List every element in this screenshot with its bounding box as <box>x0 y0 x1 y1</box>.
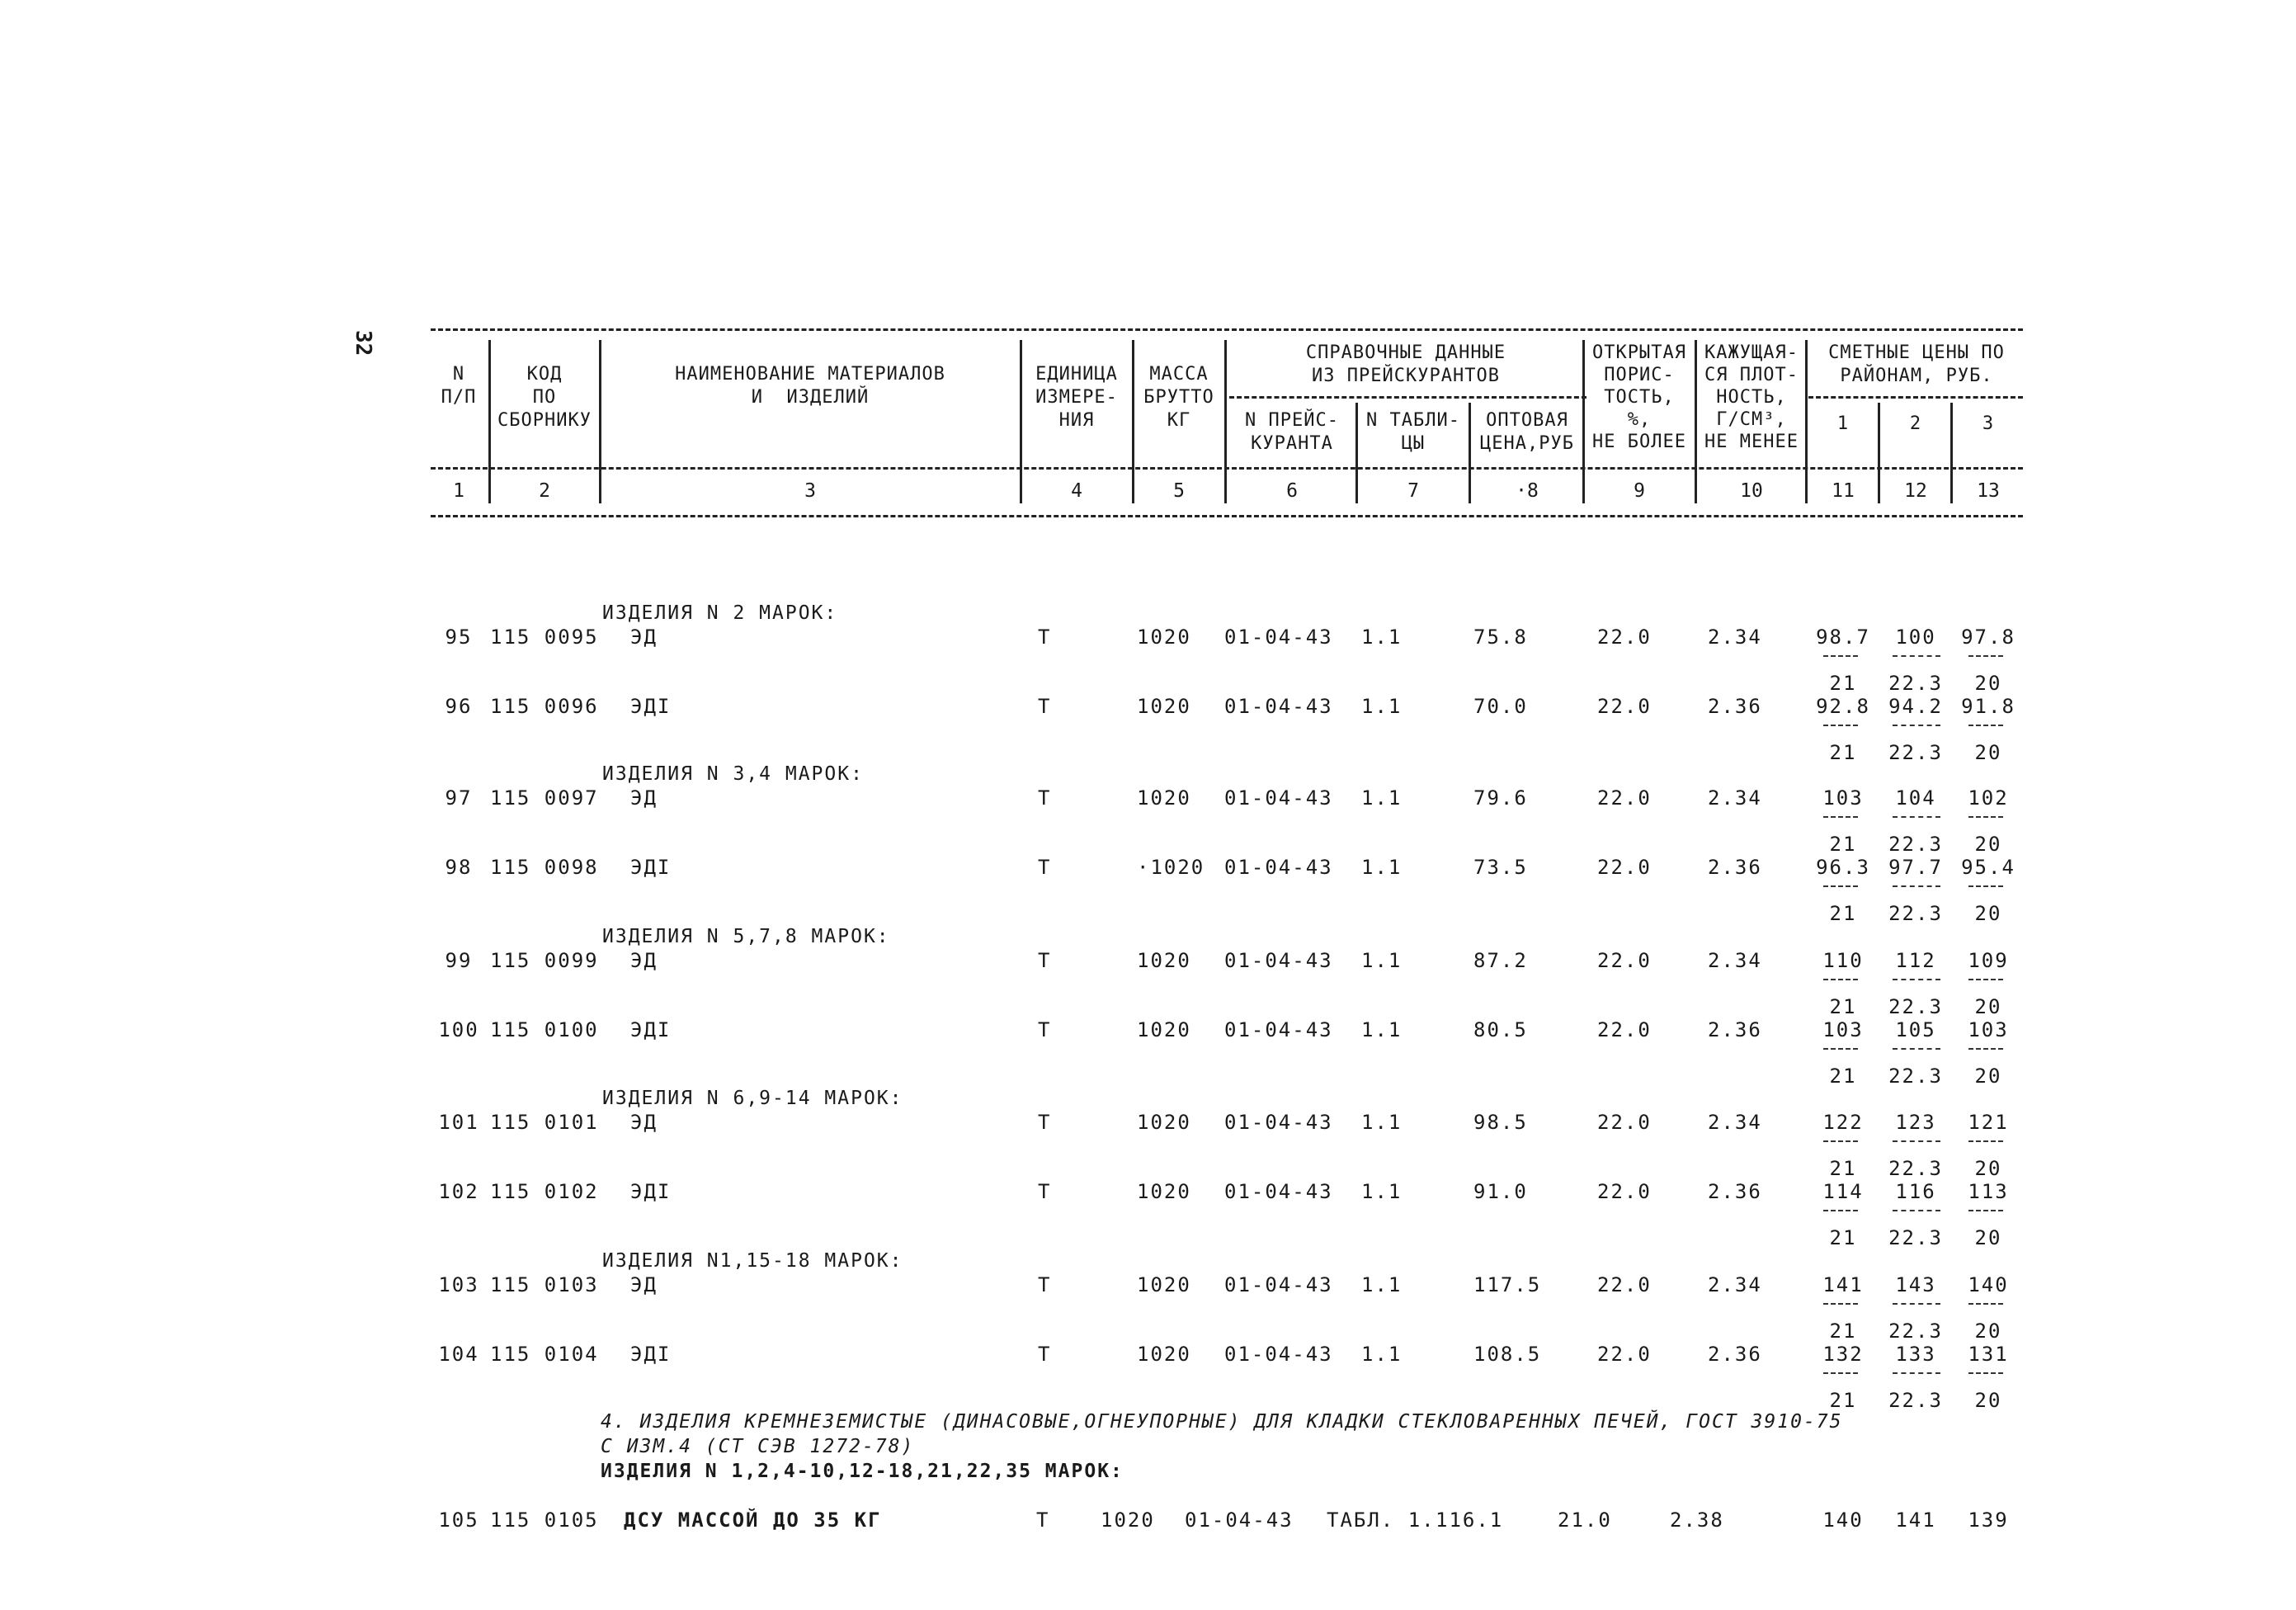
row-99-name: ЭД <box>630 949 658 972</box>
row-99-code: 115 0099 <box>490 949 599 972</box>
col-number: 5 <box>1173 480 1185 502</box>
col-number: 9 <box>1634 480 1645 502</box>
header-price-group: СМЕТНЫЕ ЦЕНЫ ПО РАЙОНАМ, РУБ. <box>1828 342 2005 386</box>
header-sep <box>1132 340 1134 503</box>
fraction-line <box>1968 1048 2003 1050</box>
row-95-code: 115 0095 <box>490 626 599 649</box>
row-98-p1: 96.3 <box>1816 856 1870 879</box>
row-97-p1: 103 <box>1822 786 1864 810</box>
page-number: 32 <box>351 330 375 356</box>
fraction-line <box>1823 725 1858 726</box>
header-col-12: 2 <box>1909 413 1922 434</box>
row-96-p2: 94.2 <box>1888 695 1943 718</box>
row-103-price_list: 01-04-43 <box>1224 1273 1333 1296</box>
row-103-porosity: 22.0 <box>1597 1273 1652 1296</box>
row-103-unit: Т <box>1038 1273 1052 1296</box>
row-100-code: 115 0100 <box>490 1018 599 1041</box>
fraction-line <box>1823 979 1858 980</box>
row-100-density: 2.36 <box>1708 1018 1762 1041</box>
row-98-k1: 21 <box>1829 902 1857 925</box>
row-104-density: 2.36 <box>1708 1343 1762 1366</box>
fraction-line <box>1893 1303 1940 1305</box>
row-98-code: 115 0098 <box>490 856 599 879</box>
row-98-unit: Т <box>1038 856 1052 879</box>
fraction-line <box>1968 1372 2003 1374</box>
header-sep <box>1878 403 1880 503</box>
row-103-n: 103 <box>438 1273 479 1296</box>
row-102-k3: 20 <box>1974 1226 2002 1249</box>
row-105-p3: 139 <box>1968 1508 2009 1532</box>
row-97-p2: 104 <box>1895 786 1936 810</box>
row-99-k3: 20 <box>1974 995 2002 1018</box>
row-102-price_list: 01-04-43 <box>1224 1180 1333 1203</box>
fraction-line <box>1893 1140 1940 1142</box>
row-99-p2: 112 <box>1895 949 1936 972</box>
header-col-1: N П/П <box>441 364 477 408</box>
header-col-9: ОТКРЫТАЯ ПОРИС- ТОСТЬ, %, НЕ БОЛЕЕ <box>1592 342 1686 452</box>
row-103-mass: 1020 <box>1137 1273 1191 1296</box>
row-99-k1: 21 <box>1829 995 1857 1018</box>
row-97-porosity: 22.0 <box>1597 786 1652 810</box>
row-98-p3: 95.4 <box>1961 856 2015 879</box>
row-95-p2: 100 <box>1895 626 1936 649</box>
row-102-unit: Т <box>1038 1180 1052 1203</box>
row-100-p1: 103 <box>1822 1018 1864 1041</box>
fraction-line <box>1893 725 1940 726</box>
row-95-p3: 97.8 <box>1961 626 2015 649</box>
col-number: ·8 <box>1516 480 1539 502</box>
row-96-price: 70.0 <box>1473 695 1528 718</box>
col-number: 3 <box>804 480 816 502</box>
header-sep <box>488 340 491 503</box>
row-102-mass: 1020 <box>1137 1180 1191 1203</box>
header-ref-group: СПРАВОЧНЫЕ ДАННЫЕ ИЗ ПРЕЙСКУРАНТОВ <box>1305 342 1506 386</box>
row-104-k3: 20 <box>1974 1389 2002 1412</box>
row-103-p1: 141 <box>1822 1273 1864 1296</box>
row-102-n: 102 <box>438 1180 479 1203</box>
fraction-line <box>1893 1210 1940 1211</box>
row-105-code: 115 0105 <box>490 1508 599 1532</box>
row-104-n: 104 <box>438 1343 479 1366</box>
row-98-porosity: 22.0 <box>1597 856 1652 879</box>
row-95-p1: 98.7 <box>1816 626 1870 649</box>
header-col-6: N ПРЕЙС- КУРАНТА <box>1245 410 1339 454</box>
row-99-mass: 1020 <box>1137 949 1191 972</box>
row-98-density: 2.36 <box>1708 856 1762 879</box>
row-96-name: ЭДI <box>630 695 672 718</box>
row-102-code: 115 0102 <box>490 1180 599 1203</box>
row-96-unit: Т <box>1038 695 1052 718</box>
section-4-title-line-2: С ИЗМ.4 (СТ СЭВ 1272-78) <box>601 1436 915 1457</box>
row-97-code: 115 0097 <box>490 786 599 810</box>
section-4-group: ИЗДЕЛИЯ N 1,2,4-10,12-18,21,22,35 МАРОК: <box>601 1461 1124 1482</box>
row-97-table: 1.1 <box>1361 786 1403 810</box>
row-101-unit: Т <box>1038 1111 1052 1134</box>
fraction-line <box>1823 1048 1858 1050</box>
row-100-mass: 1020 <box>1137 1018 1191 1041</box>
row-97-n: 97 <box>445 786 473 810</box>
fraction-line <box>1823 885 1858 887</box>
group-heading: ИЗДЕЛИЯ N 6,9-14 МАРОК: <box>602 1088 903 1109</box>
col-number: 13 <box>1977 480 2000 502</box>
row-100-porosity: 22.0 <box>1597 1018 1652 1041</box>
row-105-name: ДСУ МАССОЙ ДО 35 КГ <box>624 1508 882 1532</box>
row-100-p3: 103 <box>1968 1018 2009 1041</box>
row-96-p1: 92.8 <box>1816 695 1870 718</box>
row-101-p2: 123 <box>1895 1111 1936 1134</box>
row-102-table: 1.1 <box>1361 1180 1403 1203</box>
col-number: 6 <box>1286 480 1298 502</box>
ref-group-rule <box>1229 396 1586 399</box>
row-95-density: 2.34 <box>1708 626 1762 649</box>
row-101-k2: 22.3 <box>1888 1157 1943 1180</box>
header-sep <box>1695 340 1697 503</box>
fraction-line <box>1893 1048 1940 1050</box>
row-95-n: 95 <box>445 626 473 649</box>
row-105-p2: 141 <box>1895 1508 1936 1532</box>
row-97-k1: 21 <box>1829 833 1857 856</box>
row-104-porosity: 22.0 <box>1597 1343 1652 1366</box>
row-101-density: 2.34 <box>1708 1111 1762 1134</box>
row-100-price_list: 01-04-43 <box>1224 1018 1333 1041</box>
fraction-line <box>1893 816 1940 818</box>
row-103-code: 115 0103 <box>490 1273 599 1296</box>
fraction-line <box>1893 655 1940 657</box>
row-100-n: 100 <box>438 1018 479 1041</box>
row-102-p3: 113 <box>1968 1180 2009 1203</box>
row-103-p2: 143 <box>1895 1273 1936 1296</box>
header-col-11: 1 <box>1836 413 1850 434</box>
fraction-line <box>1968 816 2003 818</box>
header-sub-rule <box>431 467 2023 470</box>
row-96-code: 115 0096 <box>490 695 599 718</box>
header-col-3: НАИМЕНОВАНИЕ МАТЕРИАЛОВ И ИЗДЕЛИЙ <box>675 364 945 408</box>
row-101-name: ЭД <box>630 1111 658 1134</box>
row-98-name: ЭДI <box>630 856 672 879</box>
fraction-line <box>1968 979 2003 980</box>
row-99-table: 1.1 <box>1361 949 1403 972</box>
row-104-price: 108.5 <box>1473 1343 1542 1366</box>
row-100-k1: 21 <box>1829 1065 1857 1088</box>
row-99-porosity: 22.0 <box>1597 949 1652 972</box>
row-99-price_list: 01-04-43 <box>1224 949 1333 972</box>
row-98-k3: 20 <box>1974 902 2002 925</box>
col-number: 1 <box>453 480 464 502</box>
fraction-line <box>1823 816 1858 818</box>
row-100-p2: 105 <box>1895 1018 1936 1041</box>
row-95-table: 1.1 <box>1361 626 1403 649</box>
row-105-mass: 1020 <box>1101 1508 1155 1532</box>
fraction-line <box>1823 655 1858 657</box>
row-96-porosity: 22.0 <box>1597 695 1652 718</box>
header-col-8: ОПТОВАЯ ЦЕНА,РУБ <box>1480 410 1574 454</box>
row-97-p3: 102 <box>1968 786 2009 810</box>
row-99-p1: 110 <box>1822 949 1864 972</box>
row-105-table: ТАБЛ. 1. <box>1327 1508 1436 1532</box>
row-102-density: 2.36 <box>1708 1180 1762 1203</box>
header-col-13: 3 <box>1982 413 1995 434</box>
row-104-k2: 22.3 <box>1888 1389 1943 1412</box>
row-104-name: ЭДI <box>630 1343 672 1366</box>
row-100-name: ЭДI <box>630 1018 672 1041</box>
row-104-table: 1.1 <box>1361 1343 1403 1366</box>
row-104-p3: 131 <box>1968 1343 2009 1366</box>
row-97-unit: Т <box>1038 786 1052 810</box>
row-100-k2: 22.3 <box>1888 1065 1943 1088</box>
row-98-mass: ·1020 <box>1137 856 1205 879</box>
header-sep <box>1020 340 1022 503</box>
row-95-k3: 20 <box>1974 672 2002 695</box>
row-103-name: ЭД <box>630 1273 658 1296</box>
row-105-unit: Т <box>1036 1508 1050 1532</box>
header-bottom-rule <box>431 515 2023 517</box>
row-103-p3: 140 <box>1968 1273 2009 1296</box>
row-101-table: 1.1 <box>1361 1111 1403 1134</box>
row-101-k1: 21 <box>1829 1157 1857 1180</box>
col-number: 10 <box>1740 480 1763 502</box>
row-104-k1: 21 <box>1829 1389 1857 1412</box>
row-101-price: 98.5 <box>1473 1111 1528 1134</box>
row-104-p1: 132 <box>1822 1343 1864 1366</box>
fraction-line <box>1823 1210 1858 1211</box>
fraction-line <box>1893 1372 1940 1374</box>
fraction-line <box>1968 1210 2003 1211</box>
row-97-density: 2.34 <box>1708 786 1762 810</box>
row-103-density: 2.34 <box>1708 1273 1762 1296</box>
row-104-price_list: 01-04-43 <box>1224 1343 1333 1366</box>
fraction-line <box>1823 1372 1858 1374</box>
row-96-k2: 22.3 <box>1888 741 1943 764</box>
fraction-line <box>1893 979 1940 980</box>
section-4-title-line-1: 4. ИЗДЕЛИЯ КРЕМНЕЗЕМИСТЫЕ (ДИНАСОВЫЕ,ОГНЕУПОРНЫЕ) ДЛЯ КЛАДКИ СТЕКЛОВАРЕННЫХ ПЕЧЕЙ, ГОСТ 3910-75 <box>601 1411 1843 1433</box>
header-sep <box>599 340 601 503</box>
row-102-name: ЭДI <box>630 1180 672 1203</box>
row-99-k2: 22.3 <box>1888 995 1943 1018</box>
row-103-table: 1.1 <box>1361 1273 1403 1296</box>
row-95-k2: 22.3 <box>1888 672 1943 695</box>
col-number: 2 <box>539 480 550 502</box>
header-col-2: КОД ПО СБОРНИКУ <box>497 364 592 431</box>
fraction-line <box>1823 1140 1858 1142</box>
header-sep <box>1355 403 1358 503</box>
row-105-price-list: 01-04-43 <box>1185 1508 1294 1532</box>
row-96-mass: 1020 <box>1137 695 1191 718</box>
header-col-10: КАЖУЩАЯ- СЯ ПЛОТ- НОСТЬ, Г/СМ³, НЕ МЕНЕЕ <box>1704 342 1799 452</box>
row-100-k3: 20 <box>1974 1065 2002 1088</box>
row-97-k3: 20 <box>1974 833 2002 856</box>
row-96-p3: 91.8 <box>1961 695 2015 718</box>
header-sep <box>1805 340 1808 503</box>
row-95-price_list: 01-04-43 <box>1224 626 1333 649</box>
row-99-unit: Т <box>1038 949 1052 972</box>
row-101-price_list: 01-04-43 <box>1224 1111 1333 1134</box>
row-100-unit: Т <box>1038 1018 1052 1041</box>
fraction-line <box>1893 885 1940 887</box>
row-104-code: 115 0104 <box>490 1343 599 1366</box>
row-96-k3: 20 <box>1974 741 2002 764</box>
row-103-k2: 22.3 <box>1888 1320 1943 1343</box>
row-99-n: 99 <box>445 949 473 972</box>
row-101-p3: 121 <box>1968 1111 2009 1134</box>
row-101-p1: 122 <box>1822 1111 1864 1134</box>
row-101-k3: 20 <box>1974 1157 2002 1180</box>
fraction-line <box>1823 1303 1858 1305</box>
row-96-n: 96 <box>445 695 473 718</box>
row-101-n: 101 <box>438 1111 479 1134</box>
row-97-price: 79.6 <box>1473 786 1528 810</box>
row-104-mass: 1020 <box>1137 1343 1191 1366</box>
group-heading: ИЗДЕЛИЯ N 3,4 МАРОК: <box>602 763 864 785</box>
header-top-rule <box>431 328 2023 331</box>
row-104-unit: Т <box>1038 1343 1052 1366</box>
row-98-table: 1.1 <box>1361 856 1403 879</box>
row-99-density: 2.34 <box>1708 949 1762 972</box>
col-number: 12 <box>1904 480 1927 502</box>
group-heading: ИЗДЕЛИЯ N 5,7,8 МАРОК: <box>602 926 890 947</box>
row-105-p1: 140 <box>1822 1508 1864 1532</box>
row-97-k2: 22.3 <box>1888 833 1943 856</box>
row-103-k1: 21 <box>1829 1320 1857 1343</box>
row-100-table: 1.1 <box>1361 1018 1403 1041</box>
row-96-density: 2.36 <box>1708 695 1762 718</box>
row-95-price: 75.8 <box>1473 626 1528 649</box>
row-105-n: 105 <box>438 1508 479 1532</box>
row-96-table: 1.1 <box>1361 695 1403 718</box>
row-95-name: ЭД <box>630 626 658 649</box>
row-105-porosity: 21.0 <box>1558 1508 1612 1532</box>
row-102-price: 91.0 <box>1473 1180 1528 1203</box>
row-98-price_list: 01-04-43 <box>1224 856 1333 879</box>
row-95-unit: Т <box>1038 626 1052 649</box>
fraction-line <box>1968 725 2003 726</box>
header-col-7: N ТАБЛИ- ЦЫ <box>1366 410 1460 454</box>
row-100-price: 80.5 <box>1473 1018 1528 1041</box>
row-99-price: 87.2 <box>1473 949 1528 972</box>
row-99-p3: 109 <box>1968 949 2009 972</box>
row-98-k2: 22.3 <box>1888 902 1943 925</box>
row-103-k3: 20 <box>1974 1320 2002 1343</box>
fraction-line <box>1968 885 2003 887</box>
row-105-price: 116.1 <box>1436 1508 1504 1532</box>
row-98-price: 73.5 <box>1473 856 1528 879</box>
row-97-mass: 1020 <box>1137 786 1191 810</box>
group-heading: ИЗДЕЛИЯ N 2 МАРОК: <box>602 602 838 624</box>
row-98-n: 98 <box>445 856 473 879</box>
col-number: 4 <box>1071 480 1082 502</box>
row-98-p2: 97.7 <box>1888 856 1943 879</box>
row-97-price_list: 01-04-43 <box>1224 786 1333 810</box>
header-col-4: ЕДИНИЦА ИЗМЕРЕ- НИЯ <box>1035 364 1118 431</box>
row-97-name: ЭД <box>630 786 658 810</box>
row-95-mass: 1020 <box>1137 626 1191 649</box>
header-sep <box>1950 403 1953 503</box>
fraction-line <box>1968 655 2003 657</box>
row-101-porosity: 22.0 <box>1597 1111 1652 1134</box>
row-95-porosity: 22.0 <box>1597 626 1652 649</box>
row-102-k2: 22.3 <box>1888 1226 1943 1249</box>
price-group-rule <box>1808 396 2023 399</box>
row-95-k1: 21 <box>1829 672 1857 695</box>
row-96-price_list: 01-04-43 <box>1224 695 1333 718</box>
fraction-line <box>1968 1303 2003 1305</box>
row-102-k1: 21 <box>1829 1226 1857 1249</box>
row-102-p1: 114 <box>1822 1180 1864 1203</box>
header-col-5: МАССА БРУТТО КГ <box>1143 364 1214 431</box>
row-102-p2: 116 <box>1895 1180 1936 1203</box>
row-103-price: 117.5 <box>1473 1273 1542 1296</box>
fraction-line <box>1968 1140 2003 1142</box>
row-104-p2: 133 <box>1895 1343 1936 1366</box>
header-sep <box>1469 403 1471 503</box>
row-101-code: 115 0101 <box>490 1111 599 1134</box>
row-101-mass: 1020 <box>1137 1111 1191 1134</box>
col-number: 7 <box>1407 480 1419 502</box>
header-sep <box>1224 340 1227 503</box>
row-96-k1: 21 <box>1829 741 1857 764</box>
group-heading: ИЗДЕЛИЯ N1,15-18 МАРОК: <box>602 1250 903 1272</box>
row-102-porosity: 22.0 <box>1597 1180 1652 1203</box>
row-105-density: 2.38 <box>1670 1508 1724 1532</box>
col-number: 11 <box>1832 480 1855 502</box>
